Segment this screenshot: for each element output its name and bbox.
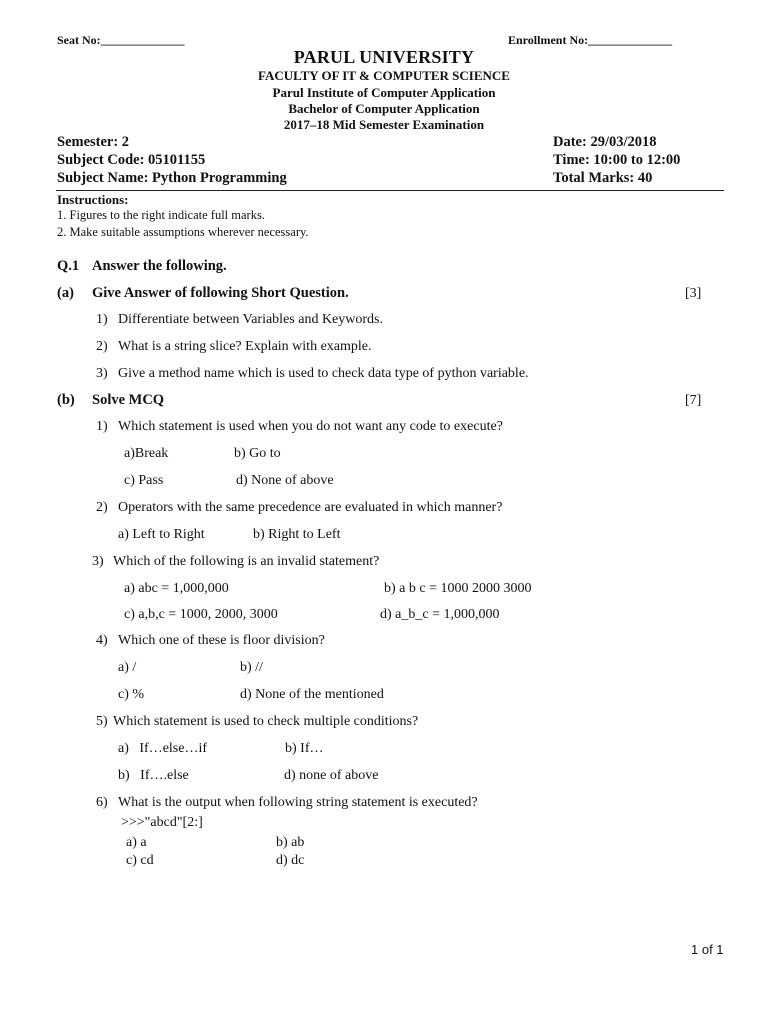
mcq-option: a) abc = 1,000,000 xyxy=(124,581,229,596)
instruction-item: 1. Figures to the right indicate full marks. xyxy=(57,208,265,222)
exam-date: Date: 29/03/2018 xyxy=(553,134,657,150)
mcq-question: What is the output when following string statement is executed? xyxy=(118,795,478,810)
mcq-number: 6) xyxy=(96,795,108,810)
mcq-option: a)Break xyxy=(124,446,169,461)
short-q-text: Give a method name which is used to check data type of python variable. xyxy=(118,366,529,381)
question-title: Answer the following. xyxy=(92,258,227,274)
mcq-option: d) dc xyxy=(276,853,305,868)
mcq-code: >>>"abcd"[2:] xyxy=(121,815,203,830)
mcq-option: b) a b c = 1000 2000 3000 xyxy=(384,581,532,596)
page-indicator: 1 of 1 xyxy=(691,942,724,957)
mcq-number: 3) xyxy=(92,554,104,569)
mcq-option: a) a xyxy=(126,835,147,850)
seat-no: Seat No:______________ xyxy=(57,33,185,47)
faculty-title: FACULTY OF IT & COMPUTER SCIENCE xyxy=(258,68,510,83)
part-a-label: (a) xyxy=(57,285,74,301)
mcq-option: a) Left to Right xyxy=(118,527,205,542)
part-b-marks: [7] xyxy=(685,393,702,408)
exam-title: 2017–18 Mid Semester Examination xyxy=(283,117,485,132)
short-q-number: 2) xyxy=(96,339,108,354)
short-q-number: 3) xyxy=(96,366,108,381)
mcq-option: a) / xyxy=(118,660,137,675)
mcq-number: 2) xyxy=(96,500,108,515)
mcq-option: b) ab xyxy=(276,835,305,850)
mcq-option: d) none of above xyxy=(284,768,379,783)
mcq-number: 4) xyxy=(96,633,108,648)
part-b-label: (b) xyxy=(57,392,75,408)
mcq-option: d) None of the mentioned xyxy=(240,687,384,702)
mcq-option: d) a_b_c = 1,000,000 xyxy=(380,607,500,622)
mcq-option: a) If…else…if xyxy=(118,741,208,756)
mcq-option: b) Go to xyxy=(234,446,281,461)
enrollment-no: Enrollment No:______________ xyxy=(508,33,673,47)
subject-name: Subject Name: Python Programming xyxy=(57,170,287,186)
short-q-text: Differentiate between Variables and Keywords. xyxy=(118,312,383,327)
mcq-option: c) cd xyxy=(126,853,154,868)
mcq-question: Which statement is used to check multiple conditions? xyxy=(113,714,419,729)
instruction-item: 2. Make suitable assumptions wherever necessary. xyxy=(57,225,309,239)
short-q-number: 1) xyxy=(96,312,108,327)
mcq-option: d) None of above xyxy=(236,473,334,488)
semester: Semester: 2 xyxy=(57,134,130,150)
mcq-question: Which statement is used when you do not want any code to execute? xyxy=(118,419,503,434)
mcq-question: Operators with the same precedence are evaluated in which manner? xyxy=(118,500,503,515)
mcq-question: Which of the following is an invalid statement? xyxy=(113,554,380,569)
header-divider xyxy=(56,190,724,191)
mcq-option: b) If….else xyxy=(118,768,189,783)
subject-code: Subject Code: 05101155 xyxy=(57,152,206,168)
part-b-title: Solve MCQ xyxy=(92,392,165,408)
mcq-number: 1) xyxy=(96,419,108,434)
mcq-number: 5) xyxy=(96,714,108,729)
mcq-option: c) Pass xyxy=(124,473,164,488)
programme-title: Bachelor of Computer Application xyxy=(288,101,480,116)
instructions-heading: Instructions: xyxy=(57,192,129,207)
total-marks: Total Marks: 40 xyxy=(553,170,653,186)
part-a-title: Give Answer of following Short Question. xyxy=(92,285,349,301)
exam-time: Time: 10:00 to 12:00 xyxy=(553,152,681,168)
mcq-option: b) If… xyxy=(285,741,324,756)
university-title: PARUL UNIVERSITY xyxy=(293,47,475,67)
short-q-text: What is a string slice? Explain with example. xyxy=(118,339,372,354)
institute-title: Parul Institute of Computer Application xyxy=(272,85,496,100)
mcq-option: c) a,b,c = 1000, 2000, 3000 xyxy=(124,607,278,622)
question-number: Q.1 xyxy=(57,258,80,274)
mcq-option: b) Right to Left xyxy=(253,527,341,542)
mcq-option: b) // xyxy=(240,660,263,675)
mcq-option: c) % xyxy=(118,687,145,702)
part-a-marks: [3] xyxy=(685,286,702,301)
mcq-question: Which one of these is floor division? xyxy=(118,633,325,648)
